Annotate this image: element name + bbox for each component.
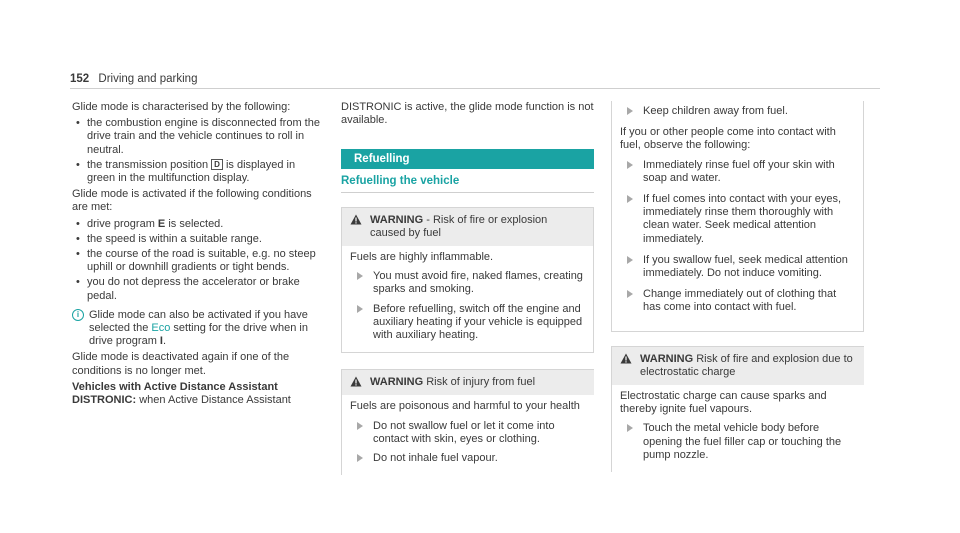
- arrow-right-icon: [357, 422, 363, 430]
- action-item: Do not inhale fuel vapour.: [350, 452, 586, 465]
- list-item: • the transmission position D is displayed in green in the multifunction display.: [72, 159, 324, 185]
- warning-header: WARNING - Risk of fire or explosion caused by fuel: [342, 208, 593, 246]
- info-note: i Glide mode can also be activated if you have selected the Eco setting for the drive when in drive program I.: [72, 309, 324, 349]
- warning-text: If you or other people come into contact with fuel, observe the following:: [620, 126, 836, 152]
- arrow-right-icon: [627, 161, 633, 169]
- action-item: If you swallow fuel, seek medical attention immediately. Do not induce vomiting.: [620, 254, 855, 280]
- warning-triangle-icon: [350, 376, 362, 391]
- bullet-list: [72, 218, 324, 303]
- eco-setting-link[interactable]: Eco: [151, 322, 171, 335]
- action-item: You must avoid fire, naked flames, creating sparks and smoking.: [350, 270, 585, 296]
- column-3: [611, 101, 864, 472]
- section-title: Driving and parking: [98, 73, 198, 85]
- list-item: • the speed is within a suitable range.: [72, 233, 324, 246]
- section-heading-refuelling: Refuelling: [341, 149, 594, 169]
- warning-triangle-icon: [620, 353, 632, 368]
- action-item: Touch the metal vehicle body before opening the fuel filler cap or touching the pump nozzle.: [620, 422, 856, 462]
- warning-box-continued: [611, 101, 864, 332]
- warning-header: WARNING Risk of injury from fuel: [342, 370, 594, 395]
- list-item: • you do not depress the accelerator or brake pedal.: [72, 276, 324, 302]
- action-item: Immediately rinse fuel off your skin with soap and water.: [620, 159, 855, 185]
- paragraph: Glide mode is deactivated again if one of the conditions is no longer met.: [72, 351, 290, 377]
- arrow-right-icon: [627, 424, 633, 432]
- transmission-d-icon: D: [211, 159, 223, 170]
- warning-text: Fuels are highly inflammable.: [350, 251, 494, 264]
- warning-box-injury: [341, 369, 594, 475]
- page-header: [70, 73, 197, 85]
- paragraph: Vehicles with Active Distance Assistant DISTRONIC: when Active Distance Assistant: [72, 380, 291, 407]
- warning-text: Electrostatic charge can cause sparks and thereby ignite fuel vapours.: [620, 390, 827, 416]
- list-item: • the combustion engine is disconnected from the drive train and the vehicle continues to roll in neutral.: [72, 117, 324, 157]
- warning-box-electrostatic: [611, 346, 864, 472]
- warning-triangle-icon: [350, 214, 362, 229]
- warning-header: WARNING Risk of fire and explosion due to electrostatic charge: [612, 347, 864, 385]
- bullet-list: [72, 117, 324, 185]
- info-circle-icon: i: [72, 309, 84, 321]
- paragraph: Glide mode is characterised by the following:: [72, 101, 291, 113]
- vehicles-heading: Vehicles with Active Distance Assistant DISTRONIC:: [72, 380, 278, 407]
- arrow-right-icon: [627, 290, 633, 298]
- paragraph: DISTRONIC is active, the glide mode function is not available.: [341, 101, 594, 127]
- column-2: [341, 101, 594, 475]
- warning-box-fire: [341, 207, 594, 354]
- action-item: Before refuelling, switch off the engine and auxiliary heating if your vehicle is equipped with auxiliary heating.: [350, 303, 585, 343]
- warning-text: Fuels are poisonous and harmful to your health: [350, 400, 580, 413]
- column-1: [72, 101, 324, 410]
- action-item: Change immediately out of clothing that has come into contact with fuel.: [620, 288, 855, 314]
- list-item: • the course of the road is suitable, e.g. no steep uphill or downhill gradients or tight bends.: [72, 248, 324, 274]
- list-item: • drive program E is selected.: [72, 218, 324, 231]
- subheading-refuelling-vehicle: Refuelling the vehicle: [341, 175, 594, 192]
- header-divider: [70, 88, 880, 89]
- arrow-right-icon: [627, 195, 633, 203]
- action-item: Do not swallow fuel or let it come into contact with skin, eyes or clothing.: [350, 420, 586, 446]
- action-item: Keep children away from fuel.: [620, 105, 855, 118]
- arrow-right-icon: [627, 256, 633, 264]
- action-item: If fuel comes into contact with your eyes, immediately rinse them thoroughly with clean water. Seek medical attention immediately.: [620, 193, 855, 246]
- arrow-right-icon: [357, 454, 363, 462]
- arrow-right-icon: [627, 107, 633, 115]
- arrow-right-icon: [357, 272, 363, 280]
- page-number: 152: [70, 73, 90, 85]
- paragraph: Glide mode is activated if the following conditions are met:: [72, 188, 312, 214]
- arrow-right-icon: [357, 305, 363, 313]
